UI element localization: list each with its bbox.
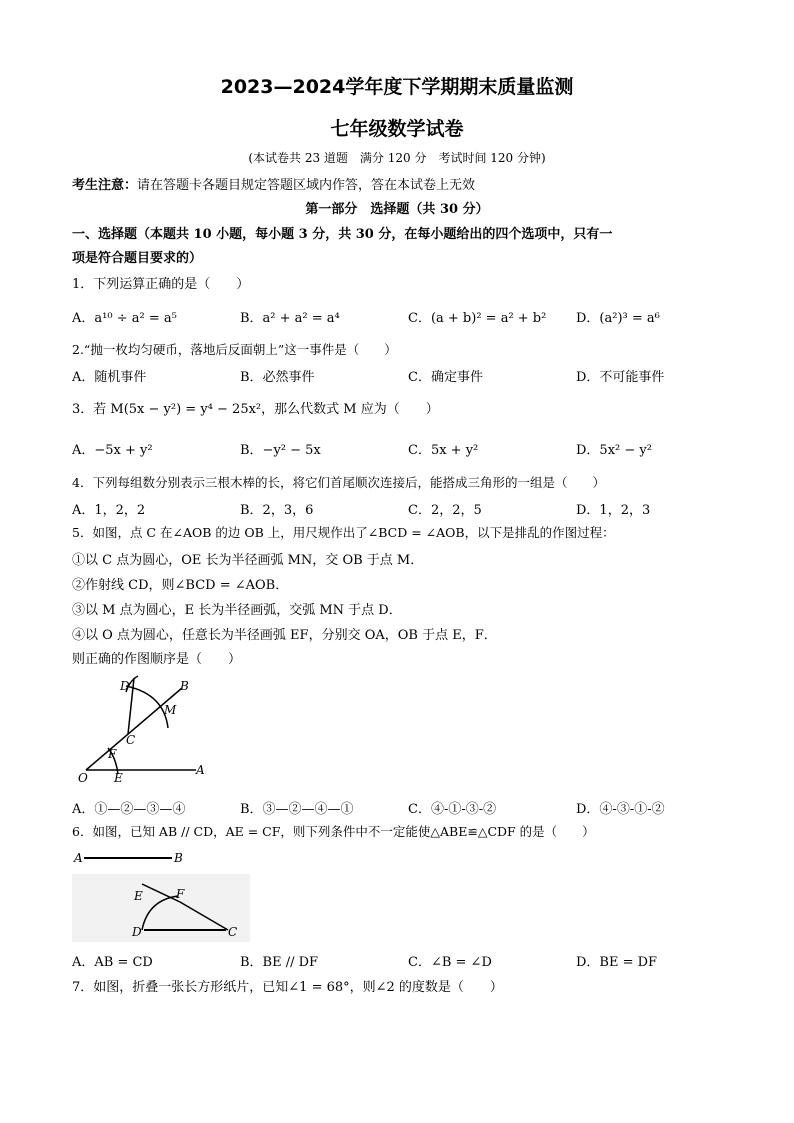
q6-label-b: B <box>174 851 183 865</box>
q1-option-d[interactable]: D．(a²)³ = a⁶ <box>576 311 660 326</box>
q3-option-b[interactable]: B．−y² − 5x <box>240 443 321 458</box>
q5-step-3: ③以 M 点为圆心，E 长为半径画弧，交弧 MN 于点 D． <box>72 603 402 618</box>
q5-label-b: B <box>180 679 189 693</box>
q2-option-b[interactable]: B．必然事件 <box>240 370 315 385</box>
q5-label-m: M <box>164 703 177 717</box>
q1-option-a[interactable]: A．a¹⁰ ÷ a² = a⁵ <box>72 311 177 326</box>
q5-label-c: C <box>126 733 136 747</box>
q5-label-e: E <box>114 771 123 785</box>
notice <box>72 174 475 193</box>
q5-option-c[interactable]: C．④-①-③-② <box>408 802 497 817</box>
section-heading-line2: 项是符合题目要求的） <box>72 251 203 266</box>
notice-text: 请在答题卡各题目规定答题区域内作答，答在本试卷上无效 <box>137 178 476 193</box>
q5-ask: 则正确的作图顺序是（ ） <box>72 652 242 667</box>
q6-figure <box>72 846 252 942</box>
q6-option-a[interactable]: A．AB = CD <box>72 955 153 970</box>
q5-ray-ob <box>86 688 182 770</box>
q4-option-c[interactable]: C．2，2，5 <box>408 503 482 518</box>
q5-label-a: A <box>196 763 205 777</box>
q3-option-d[interactable]: D．5x² − y² <box>576 443 652 458</box>
q6-option-d[interactable]: D．BE = DF <box>576 955 658 970</box>
q2-stem: 2.“抛一枚均匀硬币，落地后反面朝上”这一事件是（ ） <box>72 342 397 357</box>
q3-option-a[interactable]: A．−5x + y² <box>72 443 153 458</box>
q5-stem: 5．如图，点 C 在∠AOB 的边 OB 上，用尺规作出了∠BCD = ∠AOB，以下是排乱的作图过程： <box>72 525 615 540</box>
q6-label-d: D <box>132 925 142 939</box>
q1-option-c[interactable]: C．(a + b)² = a² + b² <box>408 311 547 326</box>
part-title: 第一部分 选择题（共 30 分） <box>305 202 489 217</box>
q6-option-b[interactable]: B．BE // DF <box>240 955 319 970</box>
q6-label-a: A <box>74 851 83 865</box>
q3-stem: 3．若 M(5x − y²) = y⁴ − 25x²，那么代数式 M 应为（ ） <box>72 402 439 417</box>
q5-figure <box>72 674 212 786</box>
q7-stem: 7．如图，折叠一张长方形纸片，已知∠1 = 68°，则∠2 的度数是（ ） <box>72 980 503 995</box>
q5-label-d: D <box>120 679 130 693</box>
q5-label-f: F <box>108 747 117 761</box>
q1-option-b[interactable]: B．a² + a² = a⁴ <box>240 311 340 326</box>
q6-option-c[interactable]: C．∠B = ∠D <box>408 955 492 970</box>
exam-info: (本试卷共 23 道题 满分 120 分 考试时间 120 分钟) <box>248 151 546 165</box>
q5-option-d[interactable]: D．④-③-①-② <box>576 802 665 817</box>
q5-step-2: ②作射线 CD，则∠BCD = ∠AOB． <box>72 578 289 593</box>
q5-step-1: ①以 C 点为圆心，OE 长为半径画弧 MN，交 OB 于点 M． <box>72 553 424 568</box>
q4-option-b[interactable]: B．2，3，6 <box>240 503 314 518</box>
notice-label: 考生注意： <box>72 178 138 193</box>
exam-title: 2023—2024学年度下学期期末质量监测 <box>220 76 574 98</box>
q2-option-c[interactable]: C．确定事件 <box>408 370 483 385</box>
q6-figure-background <box>72 874 250 942</box>
q4-stem: 4．下列每组数分别表示三根木棒的长，将它们首尾顺次连接后，能搭成三角形的一组是（ ） <box>72 475 605 490</box>
q4-option-d[interactable]: D．1，2，3 <box>576 503 651 518</box>
q6-stem: 6．如图，已知 AB // CD，AE = CF，则下列条件中不一定能使△ABE≌△CDF 的是（ ） <box>72 824 595 839</box>
q6-label-f: F <box>176 887 185 901</box>
q2-option-a[interactable]: A．随机事件 <box>72 370 147 385</box>
q5-option-b[interactable]: B．③—②—④—① <box>240 802 354 817</box>
q1-stem: 1．下列运算正确的是（ ） <box>72 277 250 292</box>
q2-option-d[interactable]: D．不可能事件 <box>576 370 665 385</box>
section-heading-line1: 一、选择题（本题共 10 小题，每小题 3 分，共 30 分，在每小题给出的四个选项中，只有一 <box>72 227 613 242</box>
q4-option-a[interactable]: A．1，2，2 <box>72 503 146 518</box>
q5-label-o: O <box>78 771 88 785</box>
q5-step-4: ④以 O 点为圆心，任意长为半径画弧 EF，分别交 OA，OB 于点 E，F． <box>72 628 497 643</box>
q6-label-c: C <box>228 925 238 939</box>
q3-option-c[interactable]: C．5x + y² <box>408 443 479 458</box>
exam-subtitle: 七年级数学试卷 <box>330 118 464 140</box>
q6-label-e: E <box>134 889 143 903</box>
q5-option-a[interactable]: A．①—②—③—④ <box>72 802 186 817</box>
